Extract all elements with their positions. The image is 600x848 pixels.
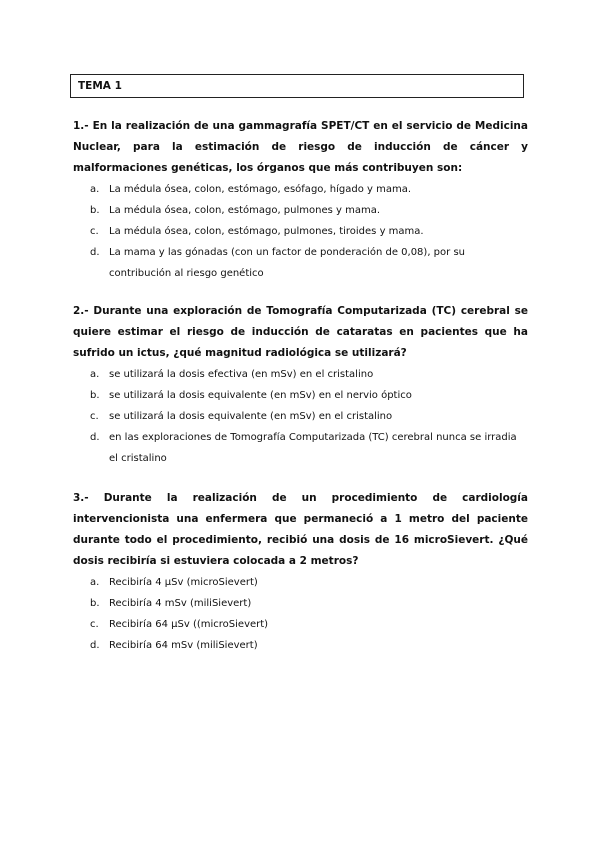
option-letter: a. [90,369,100,380]
option-text: La médula ósea, colon, estómago, esófago, hígado y mama. [109,184,412,195]
answer-option-c[interactable] [73,406,528,427]
answer-option-c[interactable] [73,221,528,242]
option-letter: c. [90,619,99,630]
option-text: Recibiría 64 mSv (miliSievert) [109,640,258,651]
option-text: se utilizará la dosis equivalente (en mSv) en el cristalino [109,411,393,422]
option-letter: c. [90,411,99,422]
answer-option-a[interactable] [73,179,528,200]
answer-option-c[interactable] [73,614,528,635]
answer-option-b[interactable] [73,593,528,614]
option-letter: a. [90,184,100,195]
option-letter: b. [90,390,100,401]
answer-options [73,179,528,284]
option-letter: d. [90,640,100,651]
option-text: Recibiría 4 mSv (miliSievert) [109,598,252,609]
question-text: 3.- Durante la realización de un procedimiento de cardiología intervencionista una enfermera que permaneció a 1 metro del paciente durante todo el procedimiento, recibió una dosis de 16 microSievert. ¿Qué dosis recibiría si estuviera colocada a 2 metros? [73,492,528,567]
answer-option-a[interactable] [73,572,528,593]
option-text: La médula ósea, colon, estómago, pulmones, tiroides y mama. [109,226,424,237]
question-3 [73,488,528,656]
option-text: Recibiría 64 µSv ((microSievert) [109,619,269,630]
option-letter: c. [90,226,99,237]
answer-option-b[interactable] [73,200,528,221]
question-text: 1.- En la realización de una gammagrafía SPET/CT en el servicio de Medicina Nuclear, para la estimación de riesgo de inducción de cáncer y malformaciones genéticas, los órganos que más contribuyen son: [73,120,528,174]
answer-option-b[interactable] [73,385,528,406]
option-text: Recibiría 4 µSv (microSievert) [109,577,258,588]
option-text: en las exploraciones de Tomografía Computarizada (TC) cerebral nunca se irradia el cristalino [109,432,517,464]
option-letter: b. [90,598,100,609]
option-text: se utilizará la dosis equivalente (en mSv) en el nervio óptico [109,390,412,401]
tema-title: TEMA 1 [70,74,524,98]
answer-option-a[interactable] [73,364,528,385]
answer-option-d[interactable] [73,242,528,284]
option-letter: a. [90,577,100,588]
option-text: La médula ósea, colon, estómago, pulmones y mama. [109,205,381,216]
answer-options [73,364,528,469]
answer-option-d[interactable] [73,635,528,656]
answer-option-d[interactable] [73,427,528,469]
option-letter: b. [90,205,100,216]
option-letter: d. [90,432,100,443]
option-letter: d. [90,247,100,258]
question-2 [73,301,528,469]
answer-options [73,572,528,656]
question-1 [73,116,528,284]
option-text: se utilizará la dosis efectiva (en mSv) en el cristalino [109,369,374,380]
question-text: 2.- Durante una exploración de Tomografía Computarizada (TC) cerebral se quiere estimar el riesgo de inducción de cataratas en pacientes que ha sufrido un ictus, ¿qué magnitud radiológica se utilizará? [73,305,528,359]
option-text: La mama y las gónadas (con un factor de ponderación de 0,08), por su contribución al riesgo genético [109,247,465,279]
